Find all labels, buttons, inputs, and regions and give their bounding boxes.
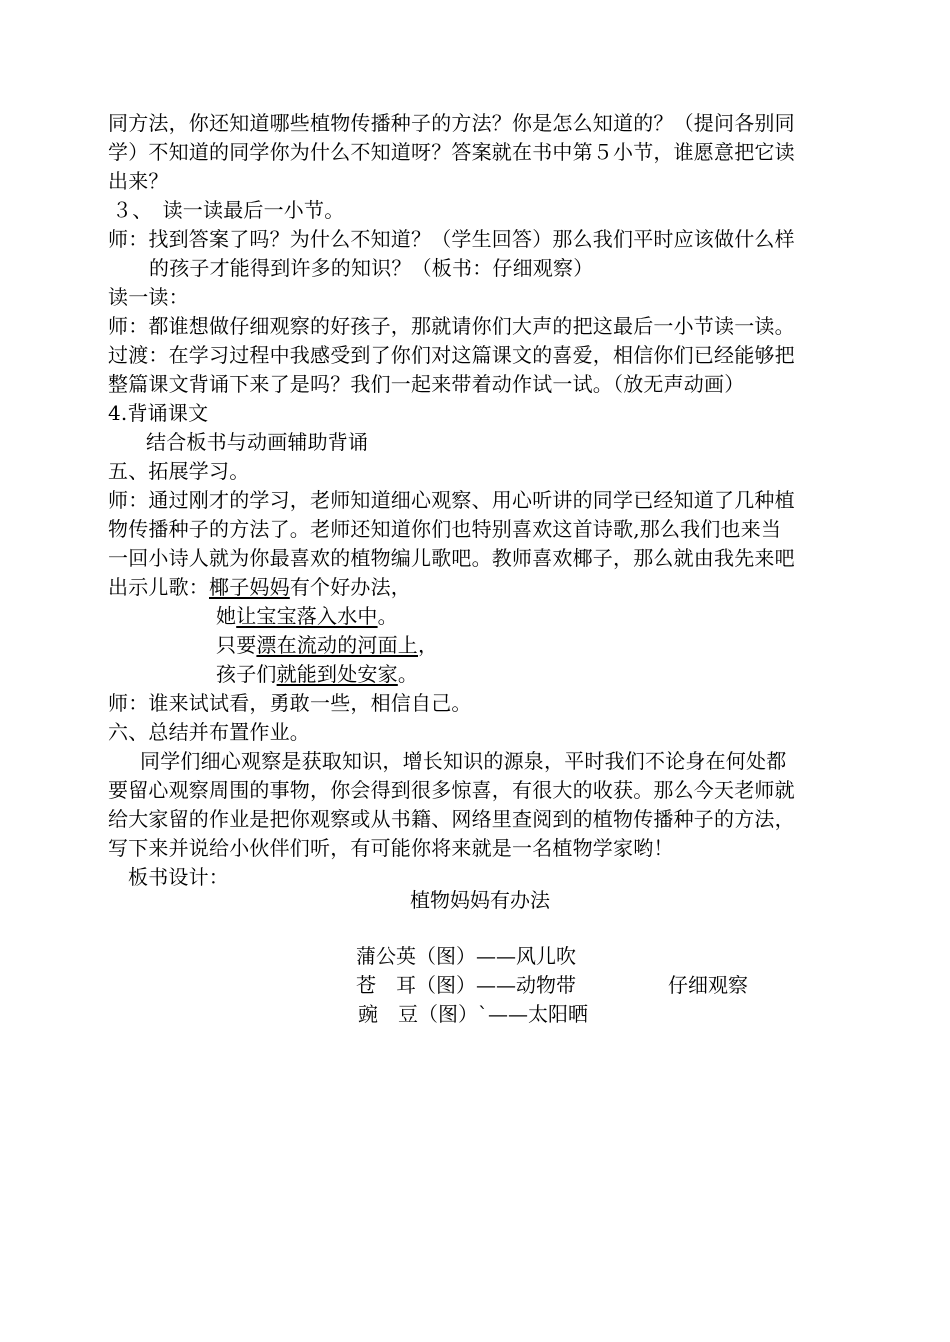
poem-text: 孩子们 bbox=[216, 662, 277, 686]
paragraph-line: 同方法，你还知道哪些植物传播种子的方法？你是怎么知道的？（提问各别同 bbox=[108, 111, 795, 135]
paragraph-line: 过渡：在学习过程中我感受到了你们对这篇课文的喜爱，相信你们已经能够把 bbox=[108, 343, 795, 367]
poem-text: 只要 bbox=[216, 633, 257, 657]
paragraph-line: 整篇课文背诵下来了是吗？我们一起来带着动作试一试。（放无声动画） bbox=[108, 372, 745, 396]
section-heading: ３、 读一读最后一小节。 bbox=[112, 198, 345, 222]
paragraph-line: 一回小诗人就为你最喜欢的植物编儿歌吧。教师喜欢椰子，那么就由我先来吧 bbox=[108, 546, 795, 570]
poem-underlined: 就能到处安家 bbox=[276, 662, 398, 686]
poem-text: 她 bbox=[216, 604, 237, 628]
section-heading: 五、拓展学习。 bbox=[108, 459, 250, 483]
poem-intro: 出示儿歌： bbox=[108, 575, 209, 599]
paragraph-line: 给大家留的作业是把你观察或从书籍、网络里查阅到的植物传播种子的方法， bbox=[108, 807, 795, 831]
poem-line bbox=[216, 603, 398, 629]
paragraph-line: 师：都谁想做仔细观察的好孩子，那就请你们大声的把这最后一小节读一读。 bbox=[108, 314, 795, 338]
board-row: 苍 耳（图）——动物带 bbox=[356, 973, 576, 997]
poem-line bbox=[108, 574, 411, 600]
paragraph-line: 同学们细心观察是获取知识，增长知识的源泉，平时我们不论身在何处都 bbox=[140, 749, 787, 773]
paragraph-line: 出来？ bbox=[108, 169, 169, 193]
paragraph-line: 读一读： bbox=[108, 285, 189, 309]
paragraph-line: 的孩子才能得到许多的知识？（板书：仔细观察） bbox=[149, 256, 594, 280]
poem-text: 。 bbox=[397, 662, 419, 686]
poem-line bbox=[216, 632, 438, 658]
poem-line bbox=[216, 661, 418, 687]
poem-text: ， bbox=[418, 633, 439, 657]
paragraph-line: 写下来并说给小伙伴们听，有可能你将来就是一名植物学家哟！ bbox=[108, 836, 674, 860]
section-heading: 六、总结并布置作业。 bbox=[108, 720, 310, 744]
paragraph-line: 结合板书与动画辅助背诵 bbox=[146, 430, 369, 454]
board-title: 植物妈妈有办法 bbox=[410, 888, 550, 912]
board-row: 豌 豆（图）`——太阳晒 bbox=[358, 1002, 588, 1026]
poem-underlined: 漂在流动的河面上 bbox=[256, 633, 419, 657]
paragraph-line: 学）不知道的同学你为什么不知道呀？答案就在书中第５小节，谁愿意把它读 bbox=[108, 140, 795, 164]
poem-underlined: 让宝宝落入水中 bbox=[236, 604, 378, 628]
paragraph-line: 物传播种子的方法了。老师还知道你们也特别喜欢这首诗歌,那么我们也来当 bbox=[108, 517, 782, 541]
board-row: 蒲公英（图）——风儿吹 bbox=[356, 944, 576, 968]
paragraph-line: 师：找到答案了吗？为什么不知道？（学生回答）那么我们平时应该做什么样 bbox=[108, 227, 795, 251]
paragraph-line: 要留心观察周围的事物，你会得到很多惊喜，有很大的收获。那么今天老师就 bbox=[108, 778, 795, 802]
paragraph-line: 师：通过刚才的学习，老师知道细心观察、用心听讲的同学已经知道了几种植 bbox=[108, 488, 795, 512]
board-label: 板书设计： bbox=[128, 865, 229, 889]
paragraph-line: 师：谁来试试看，勇敢一些，相信自己。 bbox=[108, 691, 472, 715]
section-heading: 4.背诵课文 bbox=[108, 401, 209, 425]
poem-text: 。 bbox=[377, 604, 398, 628]
board-side-label: 仔细观察 bbox=[668, 973, 748, 997]
poem-underlined: 椰子妈妈 bbox=[209, 575, 290, 599]
poem-text: 有个好办法， bbox=[289, 575, 412, 599]
